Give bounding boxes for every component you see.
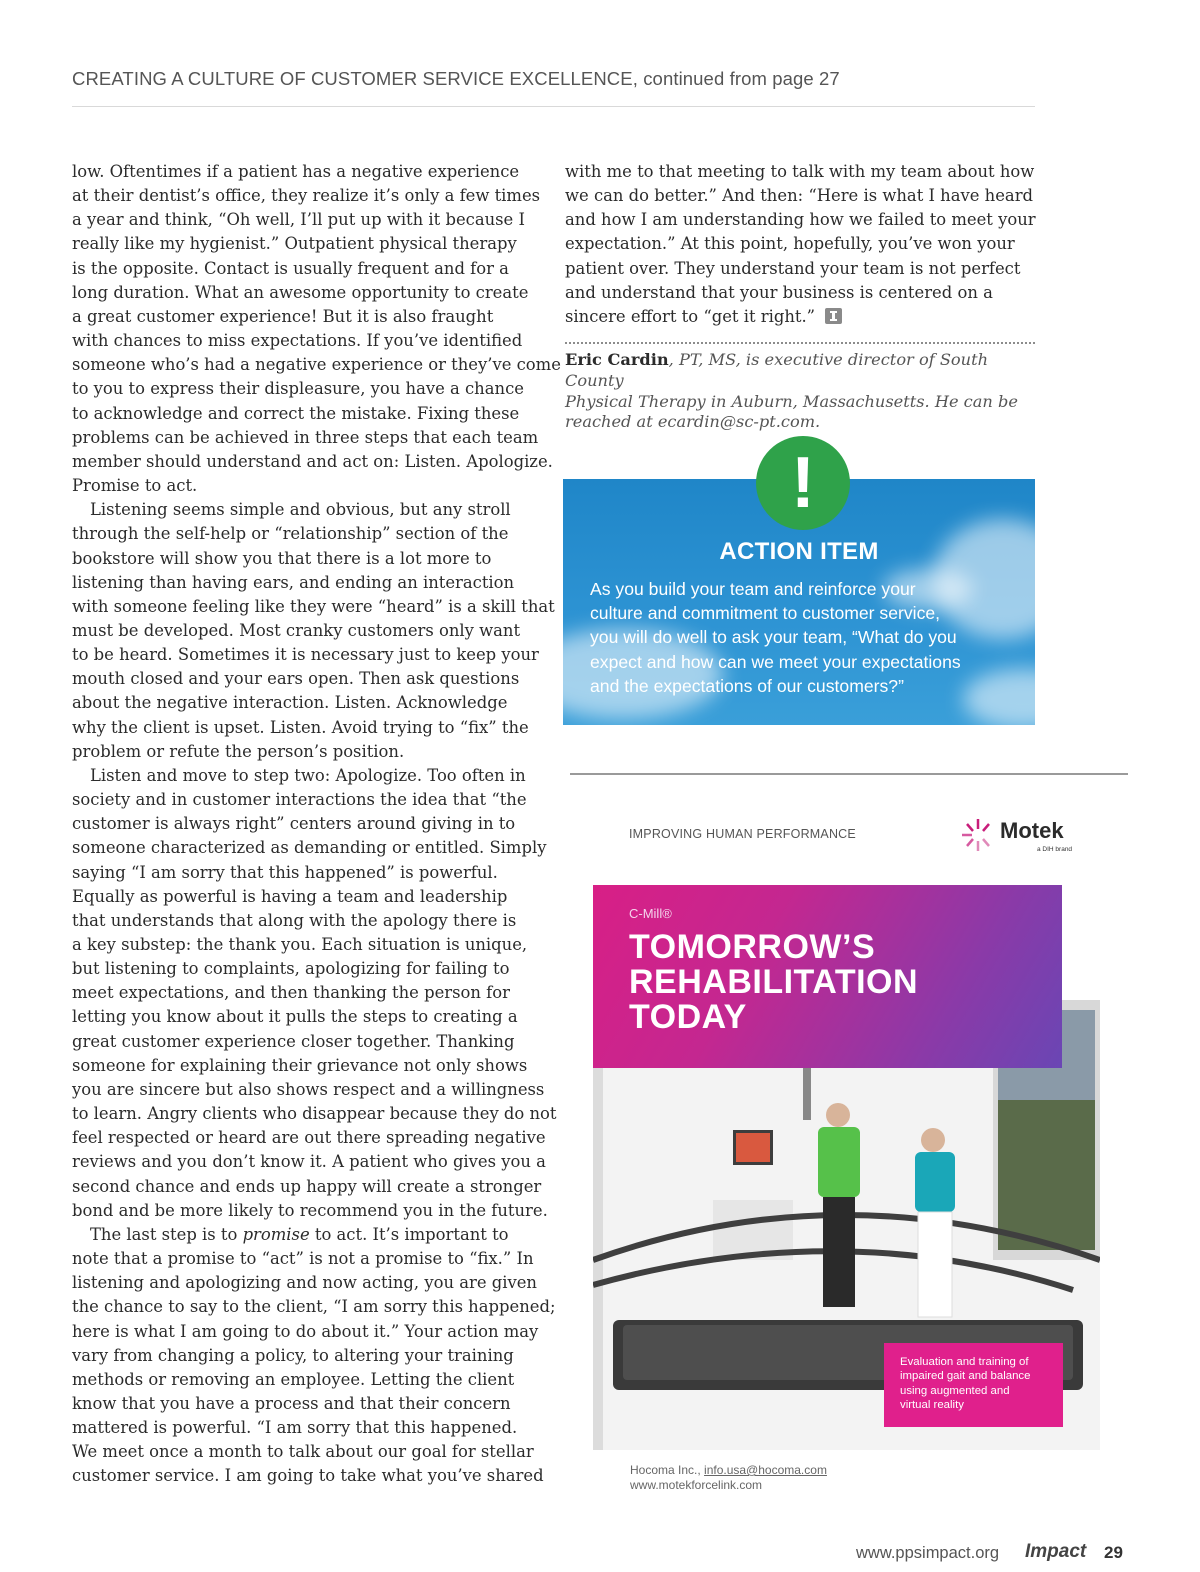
text-line: you are sincere but also shows respect and a willingness xyxy=(72,1079,545,1099)
text-line: second chance and ends up happy will create a stronger xyxy=(72,1176,542,1196)
text-line: listening and apologizing and now acting, you are given xyxy=(72,1273,537,1293)
bio-line: reached at ecardin@sc-pt.com. xyxy=(565,412,821,432)
text-line: know that you have a process and that their concern xyxy=(72,1393,511,1413)
text-line: vary from changing a policy, to altering your training xyxy=(72,1345,514,1365)
ad-brand: Motek xyxy=(1000,818,1064,843)
text-line: member should understand and act on: Listen. Apologize. xyxy=(72,451,553,471)
text-line: we can do better.” And then: “Here is what I have heard xyxy=(565,186,1034,206)
exclamation-icon: ! xyxy=(756,436,850,530)
text-line: patient over. They understand your team is not perfect xyxy=(565,258,1021,278)
text-line: methods or removing an employee. Letting the client xyxy=(72,1369,515,1389)
text-line: with chances to miss expectations. If you’ve identified xyxy=(72,331,523,351)
text-line: to acknowledge and correct the mistake. Fixing these xyxy=(72,403,520,423)
text-line: to be heard. Sometimes it is necessary just to keep your xyxy=(72,645,539,665)
action-item-text xyxy=(590,577,1020,698)
article-right-column xyxy=(565,160,1035,329)
ad-contact-company: Hocoma Inc., xyxy=(630,1463,705,1477)
footer-url: www.ppsimpact.org xyxy=(856,1544,1000,1562)
text-line: a year and think, “Oh well, I’ll put up with it because I xyxy=(72,210,525,230)
text-line: to learn. Angry clients who disappear because they do not xyxy=(72,1104,557,1124)
text-line: bookstore will show you that there is a lot more to xyxy=(72,548,492,568)
ad-feature-line: impaired gait and balance xyxy=(900,1370,1031,1383)
text-line: to you to express their displeasure, you have a chance xyxy=(72,379,524,399)
text-line: with someone feeling like they were “heard” is a skill that xyxy=(72,596,555,616)
text-line: long duration. What an awesome opportunity to create xyxy=(72,282,529,302)
text-line: someone for explaining their grievance not only shows xyxy=(72,1055,528,1075)
text-line: about the negative interaction. Listen. Acknowledge xyxy=(72,693,508,713)
action-item-title: ACTION ITEM xyxy=(719,538,879,565)
article-left-column xyxy=(72,160,561,1489)
text-line: Equally as powerful is having a team and leadership xyxy=(72,886,508,906)
text-line: Listen and move to step two: Apologize. Too often in xyxy=(90,765,526,785)
text-line: through the self-help or “relationship” section of the xyxy=(72,524,509,544)
text-line: and understand that your business is centered on a xyxy=(565,282,993,302)
footer-brand: Impact xyxy=(1025,1541,1087,1562)
end-of-article-icon xyxy=(825,308,842,324)
ad-divider xyxy=(570,773,1128,775)
bio-divider xyxy=(565,342,1035,344)
text-line: customer is always right” centers around giving in to xyxy=(72,814,516,834)
text-line: great customer experience closer together. Thanking xyxy=(72,1031,515,1051)
text-line: meet expectations, and then thanking the person for xyxy=(72,983,510,1003)
text-line: bond and be more likely to recommend you in the future. xyxy=(72,1200,548,1220)
text-line: mattered is powerful. “I am sorry that this happened. xyxy=(72,1418,518,1438)
ad-contact xyxy=(630,1463,827,1493)
text-line: saying “I am sorry that this happened” is powerful. xyxy=(72,862,498,882)
text-line: is the opposite. Contact is usually frequent and for a xyxy=(72,258,509,278)
text-line: here is what I am going to do about it.” Your action may xyxy=(72,1321,539,1341)
text-line: feel respected or heard are out there spreading negative xyxy=(72,1128,546,1148)
header-title: CREATING A CULTURE OF CUSTOMER SERVICE EXCELLENCE, xyxy=(72,68,638,89)
text-line: at their dentist’s office, they realize it’s only a few times xyxy=(72,186,541,206)
text-line-final xyxy=(565,305,1035,329)
text-line: a key substep: the thank you. Each situation is unique, xyxy=(72,935,528,954)
text-line: We meet once a month to talk about our goal for stellar xyxy=(72,1442,534,1462)
action-line: As you build your team and reinforce your xyxy=(590,579,916,599)
text-line: that understands that along with the apology there is xyxy=(72,910,517,930)
ad-headline-line: REHABILITATION xyxy=(629,963,919,1001)
header-divider xyxy=(72,106,1035,107)
text-line: listening than having ears, and ending an interaction xyxy=(72,572,515,592)
promise-after: to act. It’s important to xyxy=(309,1224,509,1244)
author-bio xyxy=(565,350,1035,433)
ad-contact-website: www.motekforcelink.com xyxy=(630,1478,763,1492)
promise-line xyxy=(72,1223,542,1247)
ad-headline xyxy=(629,930,918,1035)
text-line: the chance to say to the client, “I am sorry this happened; xyxy=(72,1297,556,1317)
text-line: customer service. I am going to take what you’ve shared xyxy=(72,1466,544,1486)
text-line: Listening seems simple and obvious, but any stroll xyxy=(90,500,511,520)
text-line: and how I am understanding how we failed to meet your xyxy=(565,210,1036,230)
author-name: Eric Cardin xyxy=(565,350,669,369)
ad-tagline: IMPROVING HUMAN PERFORMANCE xyxy=(629,827,856,841)
text-line: really like my hygienist.” Outpatient physical therapy xyxy=(72,234,517,254)
text-line: society and in customer interactions the idea that “the xyxy=(72,790,527,810)
text-line: a great customer experience! But it is also fraught xyxy=(72,306,494,326)
ad-feature-line: using augmented and xyxy=(900,1384,1010,1397)
running-header xyxy=(72,68,840,90)
ad-contact-email-link[interactable]: info.usa@hocoma.com xyxy=(704,1463,827,1477)
ad-feature-line: virtual reality xyxy=(900,1398,964,1411)
header-continued: continued from page 27 xyxy=(643,68,840,89)
text-line: must be developed. Most cranky customers only want xyxy=(72,620,521,640)
text-line: with me to that meeting to talk with my team about how xyxy=(565,162,1035,181)
page-number: 29 xyxy=(1104,1543,1123,1562)
action-line: and the expectations of our customers?” xyxy=(590,675,904,696)
action-line: expect and how can we meet your expectations xyxy=(590,651,961,672)
final-sentence: sincere effort to “get it right.” xyxy=(565,306,816,326)
text-line: Promise to act. xyxy=(72,476,198,496)
ad-headline-line: TOMORROW’S xyxy=(629,928,876,966)
ad-feature-text xyxy=(900,1355,1050,1412)
text-line: mouth closed and your ears open. Then ask questions xyxy=(72,669,520,689)
text-line: someone characterized as demanding or entitled. Simply xyxy=(72,838,547,858)
text-line: reviews and you don’t know it. A patient who gives you a xyxy=(72,1152,546,1172)
text-line: expectation.” At this point, hopefully, you’ve won your xyxy=(565,234,1015,254)
ad-product-name: C-Mill® xyxy=(629,906,672,921)
text-line: low. Oftentimes if a patient has a negative experience xyxy=(72,162,520,181)
text-line: letting you know about it pulls the steps to creating a xyxy=(72,1007,518,1027)
action-line: culture and commitment to customer service, xyxy=(590,603,941,624)
text-line: someone who’s had a negative experience or they’ve come xyxy=(72,355,561,375)
text-line: why the client is upset. Listen. Avoid trying to “fix” the xyxy=(72,717,529,737)
action-line: you will do well to ask your team, “What do you xyxy=(590,627,957,648)
ad-brand-sub: a DIH brand xyxy=(1037,846,1073,853)
ad-headline-line: TODAY xyxy=(629,998,747,1036)
bio-line: , PT, MS, is executive director of South County xyxy=(565,350,989,390)
text-line: problems can be achieved in three steps that each team xyxy=(72,427,539,447)
promise-before: The last step is to xyxy=(90,1224,243,1244)
text-line: but listening to complaints, apologizing for failing to xyxy=(72,959,510,979)
bio-line: Physical Therapy in Auburn, Massachusetts. He can be xyxy=(565,391,1018,411)
text-line: problem or refute the person’s position. xyxy=(72,741,405,761)
promise-emphasis: promise xyxy=(242,1224,310,1244)
ad-feature-line: Evaluation and training of xyxy=(900,1356,1029,1368)
text-line: note that a promise to “act” is not a promise to “fix.” In xyxy=(72,1249,534,1269)
